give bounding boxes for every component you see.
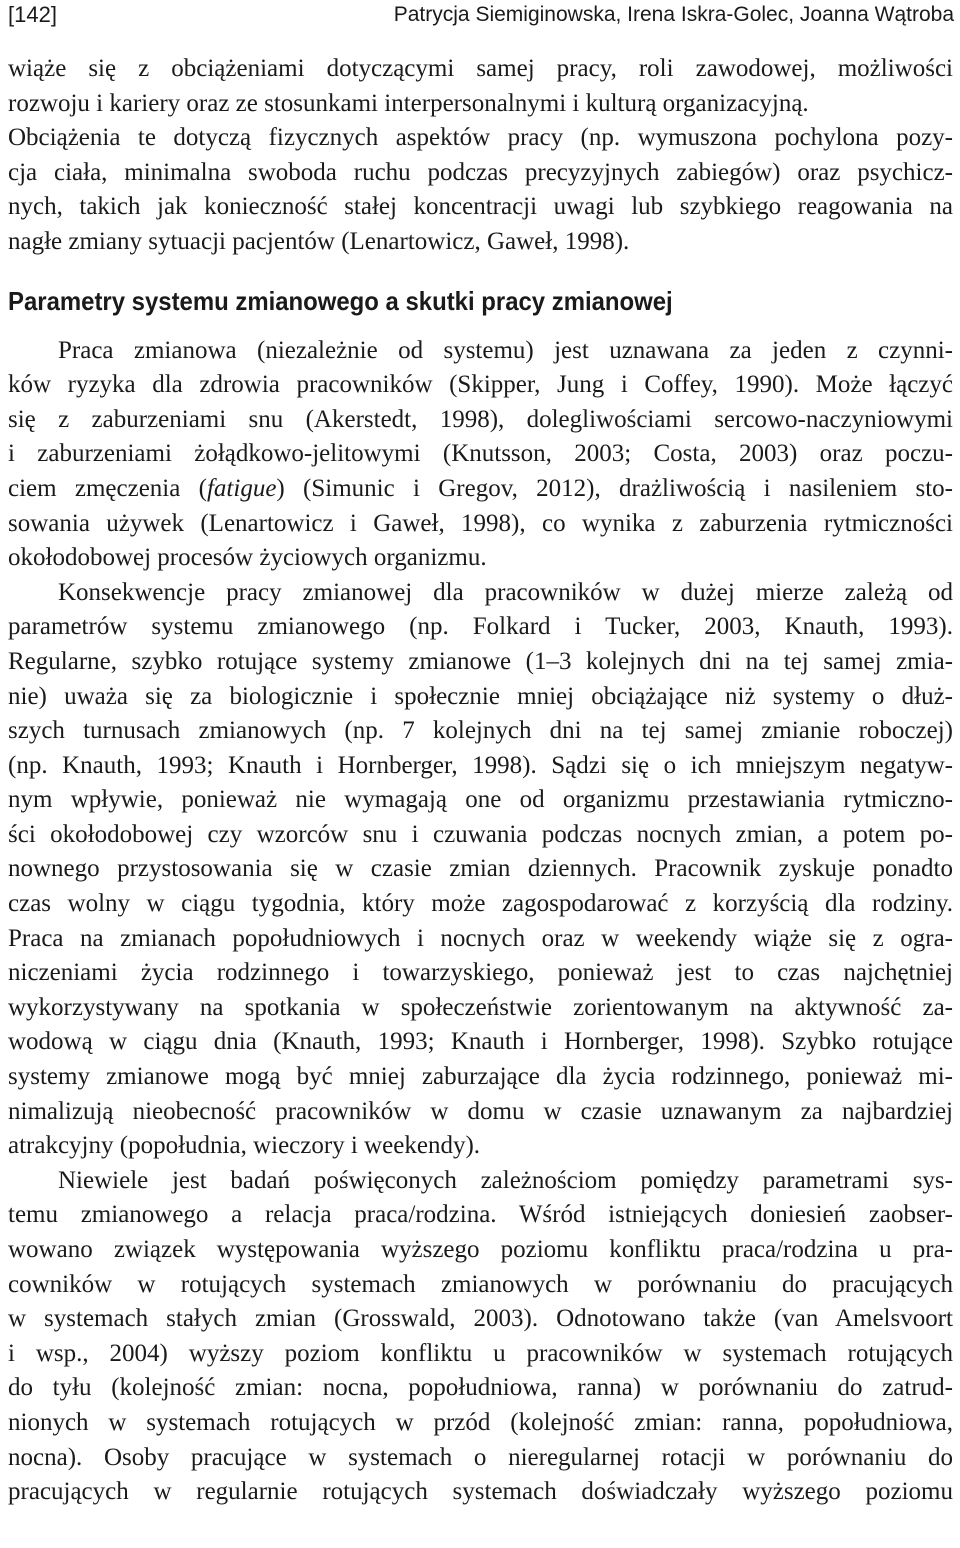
text-line: Praca zmianowa (niezależnie od systemu) jest uznawana za jeden z czynni-	[58, 336, 953, 364]
text-line: okołodobowej procesów życiowych organizmu.	[8, 544, 487, 572]
text-line: cja ciała, minimalna swoboda ruchu podczas precyzyjnych zabiegów) oraz psychicz-	[8, 158, 953, 186]
text-line: systemy zmianowe mogą być mniej zaburzające dla życia rodzinnego, ponieważ mi-	[8, 1063, 953, 1091]
text-line: nych, takich jak konieczność stałej koncentracji uwagi lub szybkiego reagowania na	[8, 193, 953, 221]
text-line: rozwoju i kariery oraz ze stosunkami interpersonalnymi i kulturą organizacyjną.	[8, 89, 809, 117]
text-line: nocna). Osoby pracujące w systemach o nieregularnej rotacji w porównaniu do	[8, 1443, 953, 1471]
paragraph-4	[8, 1164, 953, 1510]
text-line: w systemach stałych zmian (Grosswald, 2003). Odnotowano także (van Amelsvoort	[8, 1305, 953, 1333]
text-line: się z zaburzeniami snu (Akerstedt, 1998), dolegliwościami sercowo-naczyniowymi	[8, 405, 953, 433]
text-line: szych turnusach zmianowych (np. 7 kolejnych dni na tej samej zmianie roboczej)	[8, 717, 953, 745]
text-line: pracujących w regularnie rotujących systemach doświadczały wyższego poziomu	[8, 1478, 953, 1506]
text-line: wodową w ciągu dnia (Knauth, 1993; Knauth i Hornberger, 1998). Szybko rotujące	[8, 1028, 953, 1056]
text-line: cowników w rotujących systemach zmianowych w porównaniu do pracujących	[8, 1270, 953, 1298]
text-line: nionych w systemach rotujących w przód (kolejność zmian: ranna, popołudniowa,	[8, 1408, 953, 1436]
text-line: i wsp., 2004) wyższy poziom konfliktu u pracowników w systemach rotujących	[8, 1339, 953, 1367]
text-line: wiąże się z obciążeniami dotyczącymi samej pracy, roli zawodowej, możliwości	[8, 55, 953, 82]
text-line: Niewiele jest badań poświęconych zależnościom pomiędzy parametrami sys-	[58, 1166, 953, 1194]
text-line: i zaburzeniami żołądkowo-jelitowymi (Knutsson, 2003; Costa, 2003) oraz poczu-	[8, 440, 953, 468]
page-number: [142]	[8, 2, 57, 27]
text-line: nimalizują nieobecność pracowników w domu w czasie uznawanym za najbardziej	[8, 1097, 953, 1125]
text-line: parametrów systemu zmianowego (np. Folkard i Tucker, 2003, Knauth, 1993).	[8, 613, 953, 641]
section-heading: Parametry systemu zmianowego a skutki pracy zmianowej	[8, 285, 673, 316]
text-line: do tyłu (kolejność zmian: nocna, popołudniowa, ranna) w porównaniu do zatrud-	[8, 1374, 953, 1402]
text-line: temu zmianowego a relacja praca/rodzina. Wśród istniejących doniesień zaobser-	[8, 1201, 953, 1229]
page-header	[0, 0, 960, 30]
text-line: czas wolny w ciągu tygodnia, który może zagospodarować z korzyścią dla rodziny.	[8, 890, 953, 918]
text-line: Obciążenia te dotyczą fizycznych aspektów pracy (np. wymuszona pochylona pozy-	[8, 124, 953, 152]
text-line: ści okołodobowej czy wzorców snu i czuwania podczas nocnych zmian, a potem po-	[8, 820, 953, 848]
text-line: wowano związek występowania wyższego poziomu konfliktu praca/rodzina u pra-	[8, 1236, 953, 1263]
text-line: atrakcyjny (popołudnia, wieczory i weekendy).	[8, 1132, 481, 1160]
text-line: nagłe zmiany sytuacji pacjentów (Lenartowicz, Gaweł, 1998).	[8, 227, 630, 255]
page-body	[8, 52, 953, 1510]
paragraph-3	[8, 576, 953, 1164]
running-head-authors: Patrycja Siemiginowska, Irena Iskra-Golec, Joanna Wątroba	[393, 3, 954, 26]
text-line: nie) uważa się za biologicznie i społecznie mniej obciążające niż systemy o dłuż-	[8, 682, 953, 710]
text-line: ków ryzyka dla zdrowia pracowników (Skipper, Jung i Coffey, 1990). Może łączyć	[8, 371, 953, 399]
paragraph-1	[8, 52, 953, 260]
text-line: wykorzystywany na spotkania w społeczeństwie zorientowanym na aktywność za-	[8, 993, 953, 1021]
text-line: sowania używek (Lenartowicz i Gaweł, 1998), co wynika z zaburzenia rytmiczności	[8, 509, 953, 537]
paragraph-2	[8, 334, 953, 576]
text-line: (np. Knauth, 1993; Knauth i Hornberger, 1998). Sądzi się o ich mniejszym negatyw-	[8, 751, 953, 779]
text-line: nownego przystosowania się w czasie zmian dziennych. Pracownik zyskuje ponadto	[8, 855, 953, 883]
text-line: Praca na zmianach popołudniowych i nocnych oraz w weekendy wiąże się z ogra-	[8, 924, 953, 952]
text-line: Regularne, szybko rotujące systemy zmianowe (1–3 kolejnych dni na tej samej zmia-	[8, 647, 953, 675]
text-line: nym wpływie, ponieważ nie wymagają one od organizmu przestawiania rytmiczno-	[8, 786, 953, 814]
text-line: niczeniami życia rodzinnego i towarzyskiego, ponieważ jest to czas najchętniej	[8, 959, 953, 987]
text-line: Konsekwencje pracy zmianowej dla pracowników w dużej mierze zależą od	[58, 578, 953, 606]
text-line: ciem zmęczenia (fatigue) (Simunic i Gregov, 2012), drażliwością i nasileniem sto-	[8, 474, 953, 502]
